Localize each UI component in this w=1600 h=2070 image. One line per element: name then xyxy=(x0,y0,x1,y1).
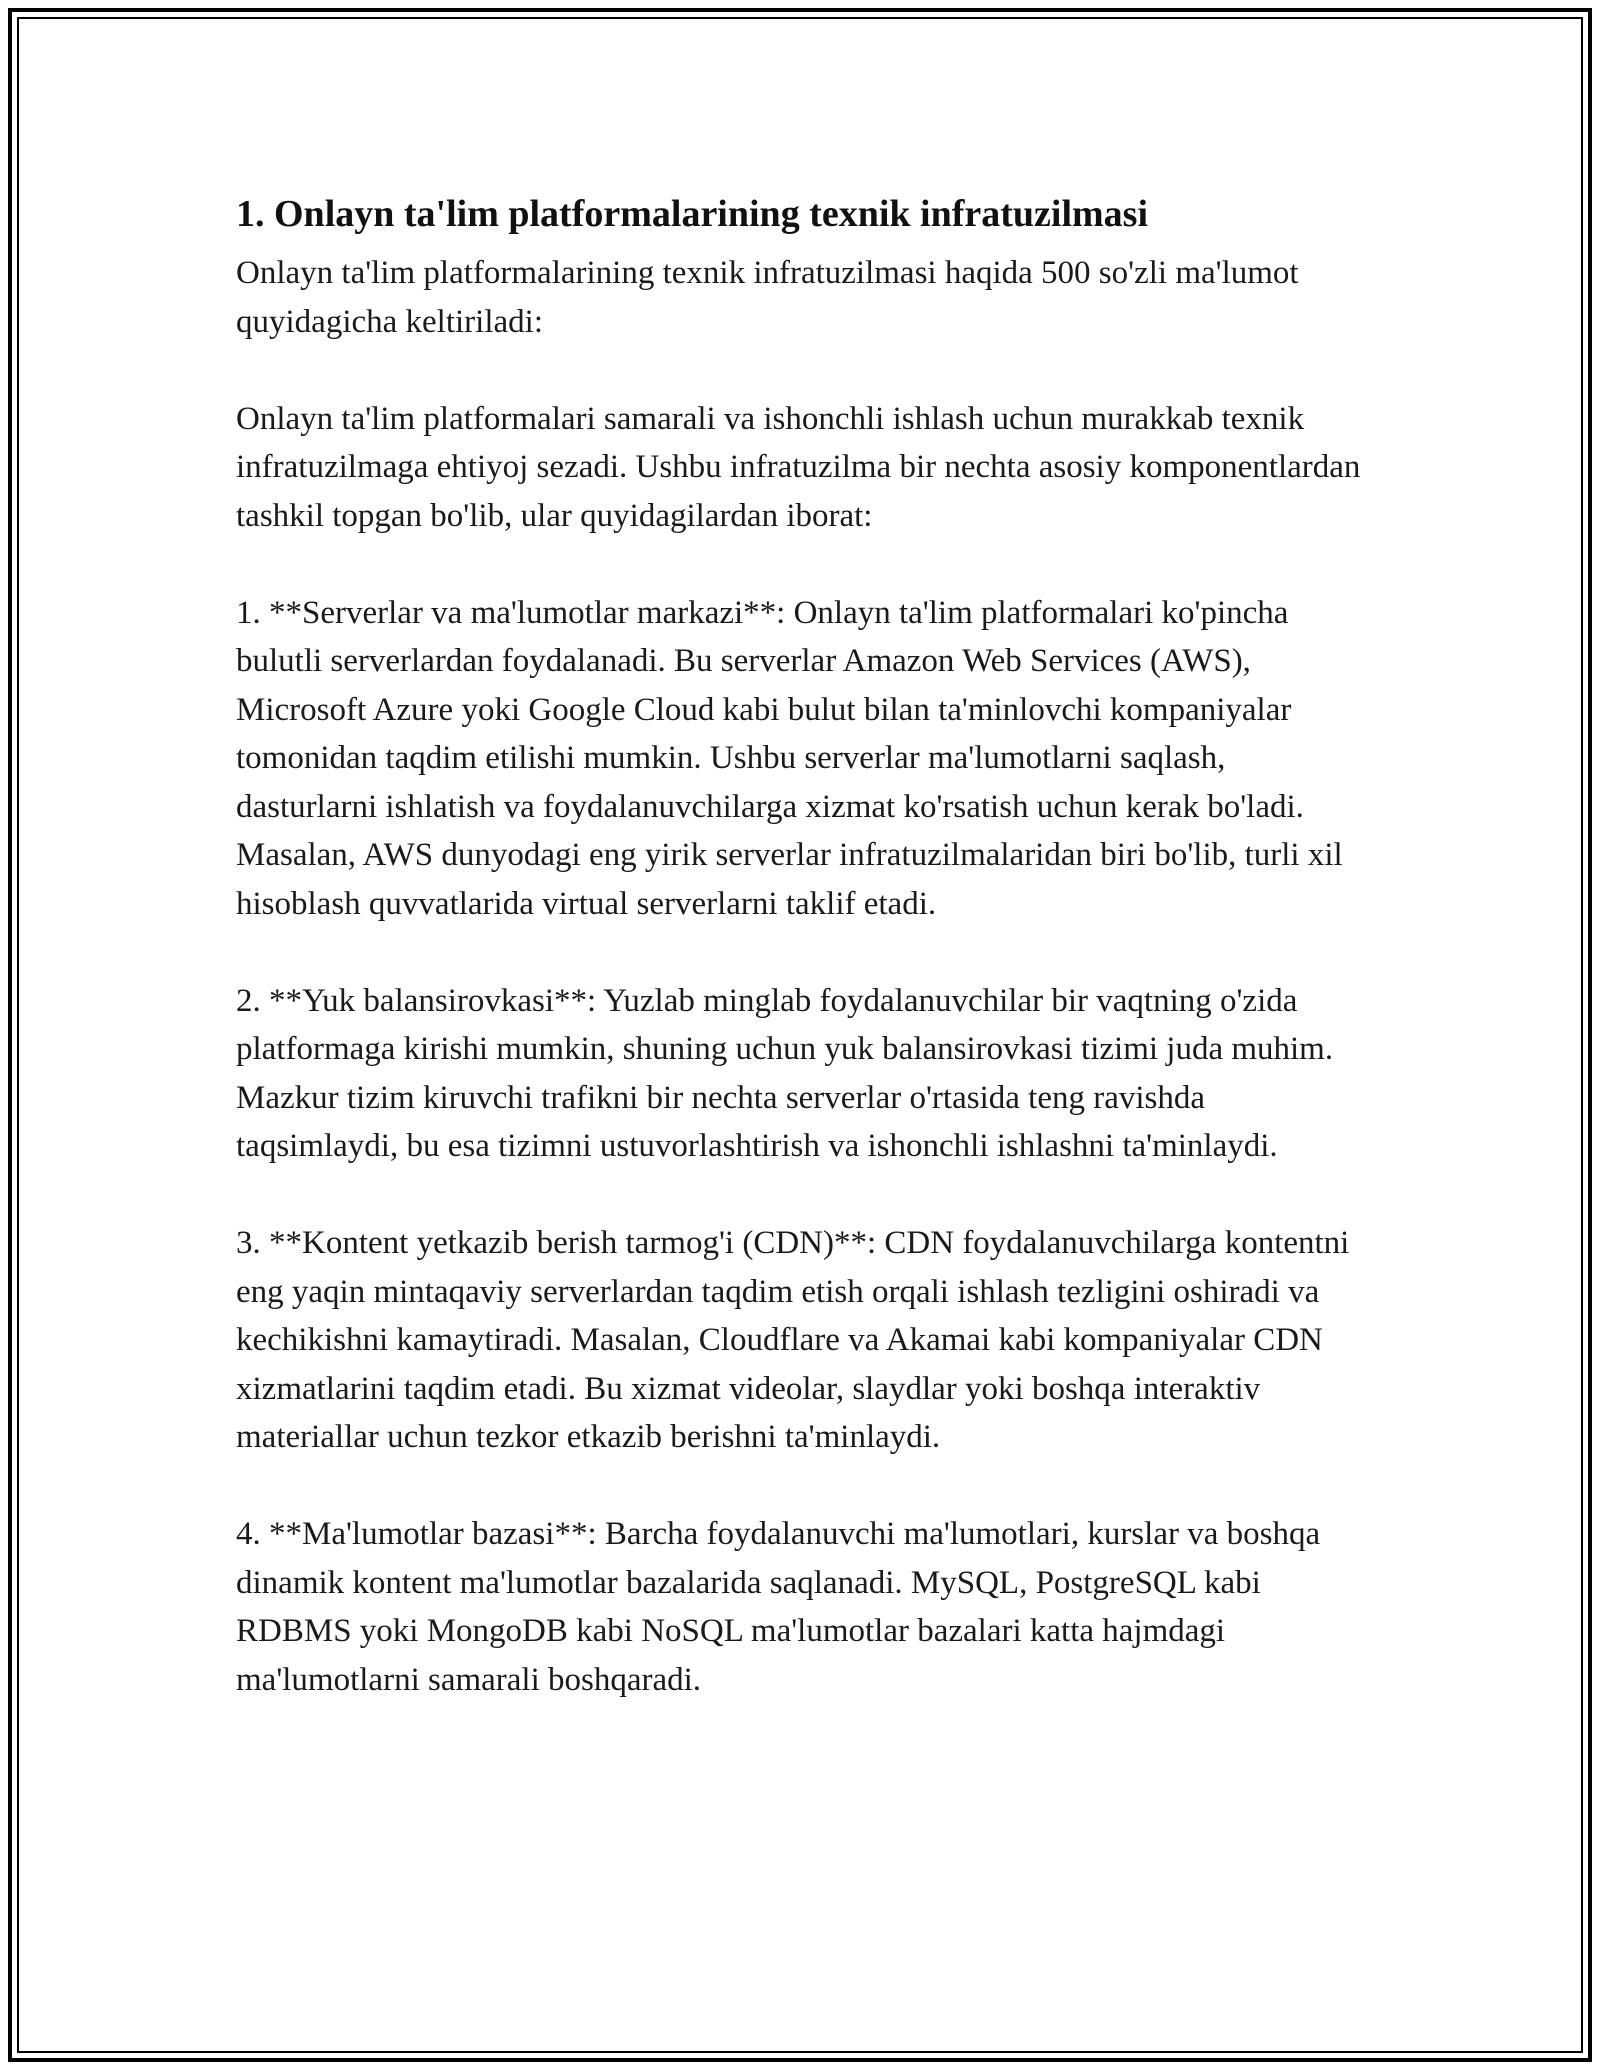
intro-paragraph: Onlayn ta'lim platformalarining texnik infratuzilmasi haqida 500 so'zli ma'lumot quyidagicha keltiriladi: xyxy=(236,255,1299,340)
section-servers-paragraph: 1. **Serverlar va ma'lumotlar markazi**: Onlayn ta'lim platformalari ko'pincha bulutli serverlardan foydalanadi. Bu serverlar Amazon Web Services (AWS), Microsoft Azure yoki Google Cloud kabi bulut bilan ta'minlovchi kompaniyalar tomonidan taqdim etilishi mumkin. Ushbu serverlar ma'lumotlarni saqlash, dasturlarni ishlatish va foydalanuvchilarga xizmat ko'rsatish uchun kerak bo'ladi. Masalan, AWS dunyodagi eng yirik serverlar infratuzilmalaridan biri bo'lib, turli xil hisoblash quvvatlarida virtual serverlarni taklif etadi. xyxy=(236,594,1343,922)
document-body xyxy=(236,185,1366,1753)
overview-paragraph: Onlayn ta'lim platformalari samarali va ishonchli ishlash uchun murakkab texnik infratuzilmaga ehtiyoj sezadi. Ushbu infratuzilma bir nechta asosiy komponentlardan tashkil topgan bo'lib, ular quyidagilardan iborat: xyxy=(236,400,1361,534)
section-database-paragraph: 4. **Ma'lumotlar bazasi**: Barcha foydalanuvchi ma'lumotlari, kurslar va boshqa dinamik kontent ma'lumotlar bazalarida saqlanadi. MySQL, PostgreSQL kabi RDBMS yoki MongoDB kabi NoSQL ma'lumotlar bazalari katta hajmdagi ma'lumotlarni samarali boshqaradi. xyxy=(236,1516,1321,1698)
section-cdn-paragraph: 3. **Kontent yetkazib berish tarmog'i (CDN)**: CDN foydalanuvchilarga kontentni eng yaqin mintaqaviy serverlardan taqdim etish orqali ishlash tezligini oshiradi va kechikishni kamaytiradi. Masalan, Cloudflare va Akamai kabi kompaniyalar CDN xizmatlarini taqdim etadi. Bu xizmat videolar, slaydlar yoki boshqa interaktiv materiallar uchun tezkor etkazib berishni ta'minlaydi. xyxy=(236,1225,1350,1455)
section-load-balancing-paragraph: 2. **Yuk balansirovkasi**: Yuzlab minglab foydalanuvchilar bir vaqtning o'zida platformaga kirishi mumkin, shuning uchun yuk balansirovkasi tizimi juda muhim. Mazkur tizim kiruvchi trafikni bir nechta serverlar o'rtasida teng ravishda taqsimlaydi, bu esa tizimni ustuvorlashtirish va ishonchli ishlashni ta'minlaydi. xyxy=(236,982,1334,1164)
document-title: 1. Onlayn ta'lim platformalarining texnik infratuzilmasi xyxy=(236,193,1149,235)
